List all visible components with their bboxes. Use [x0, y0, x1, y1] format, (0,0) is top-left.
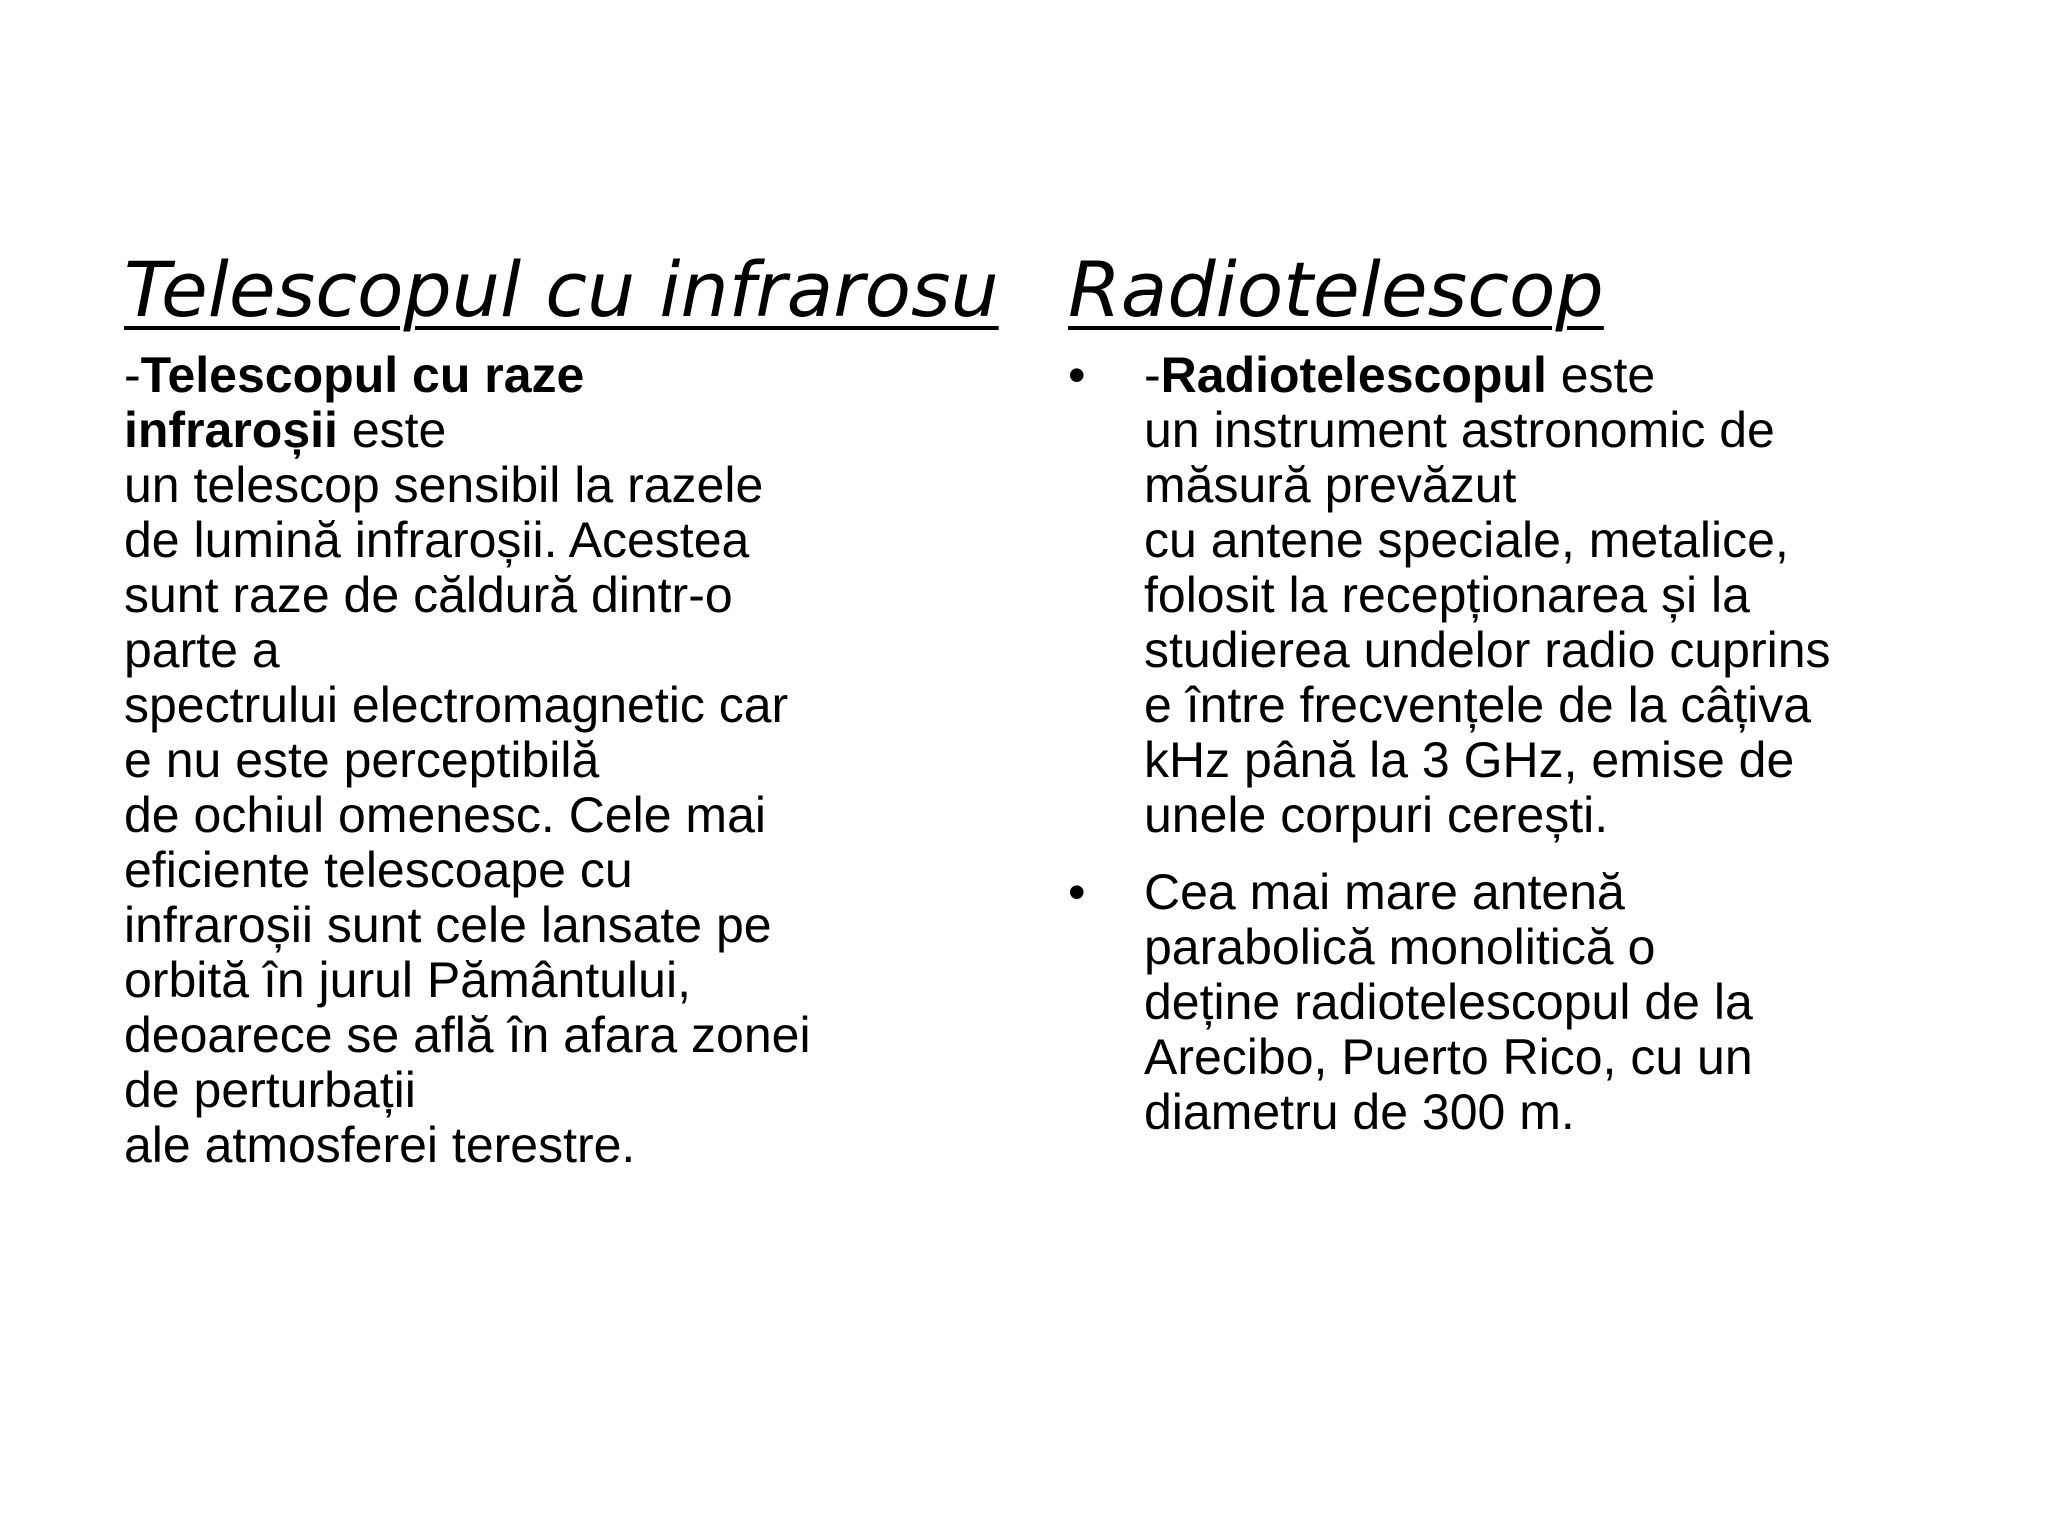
right-item1-line: măsură prevăzut: [1144, 457, 1517, 513]
left-line-second: [124, 402, 1004, 458]
left-line-first: [124, 347, 1004, 403]
left-line: un telescop sensibil la razele: [124, 457, 764, 513]
right-heading: Radiotelescop: [1068, 245, 1604, 334]
right-item2-line: Arecibo, Puerto Rico, cu un: [1144, 1029, 1753, 1085]
right-item1-line: folosit la recepționarea și la: [1144, 567, 1750, 623]
left-heading: Telescopul cu infrarosu: [124, 245, 999, 334]
right-dash: -: [1144, 347, 1161, 403]
left-dash: -: [124, 347, 141, 403]
left-bold-term-2: infraroșii: [124, 402, 338, 458]
left-line: infraroșii sunt cele lansate pe: [124, 897, 772, 953]
bullet-icon: •: [1068, 864, 1086, 920]
left-line: de lumină infraroșii. Acestea: [124, 512, 750, 568]
right-item1-first-line: [1144, 348, 1968, 403]
bullet-item-1: [1068, 348, 1968, 843]
right-item1-line: un instrument astronomic de: [1144, 402, 1775, 458]
right-after-bold: este: [1546, 347, 1656, 403]
right-bold-term: Radiotelescopul: [1160, 347, 1547, 403]
left-line: ale atmosferei terestre.: [124, 1117, 636, 1173]
bullet-icon: •: [1068, 347, 1086, 403]
left-bold-term-1: Telescopul cu raze: [140, 347, 585, 403]
right-item2-line: diametru de 300 m.: [1144, 1084, 1575, 1140]
left-line: e nu este perceptibilă: [124, 732, 600, 788]
left-line: de perturbații: [124, 1062, 416, 1118]
left-line: deoarece se află în afara zonei: [124, 1007, 811, 1063]
left-column: [124, 240, 1004, 1173]
right-column: [1068, 240, 1968, 1162]
right-item1-line: e între frecvențele de la câțiva: [1144, 677, 1812, 733]
bullet-item-2: [1068, 865, 1968, 1140]
right-item1-line: cu antene speciale, metalice,: [1144, 512, 1789, 568]
left-line: sunt raze de căldură dintr-o: [124, 567, 733, 623]
right-item1-line: studierea undelor radio cuprins: [1144, 622, 1831, 678]
right-item2-line: Cea mai mare antenă: [1144, 864, 1625, 920]
left-line: parte a: [124, 622, 280, 678]
right-item1-line: unele corpuri cerești.: [1144, 787, 1609, 843]
right-item2-line: deține radiotelescopul de la: [1144, 974, 1753, 1030]
left-line: de ochiul omenesc. Cele mai: [124, 787, 766, 843]
right-item1-line: kHz până la 3 GHz, emise de: [1144, 732, 1795, 788]
left-paragraph: [124, 348, 1004, 1173]
left-line: spectrului electromagnetic car: [124, 677, 789, 733]
left-line: eficiente telescoape cu: [124, 842, 633, 898]
left-line: orbită în jurul Pământului,: [124, 952, 691, 1008]
right-item2-line: parabolică monolitică o: [1144, 919, 1656, 975]
left-after-bold: este: [337, 402, 447, 458]
